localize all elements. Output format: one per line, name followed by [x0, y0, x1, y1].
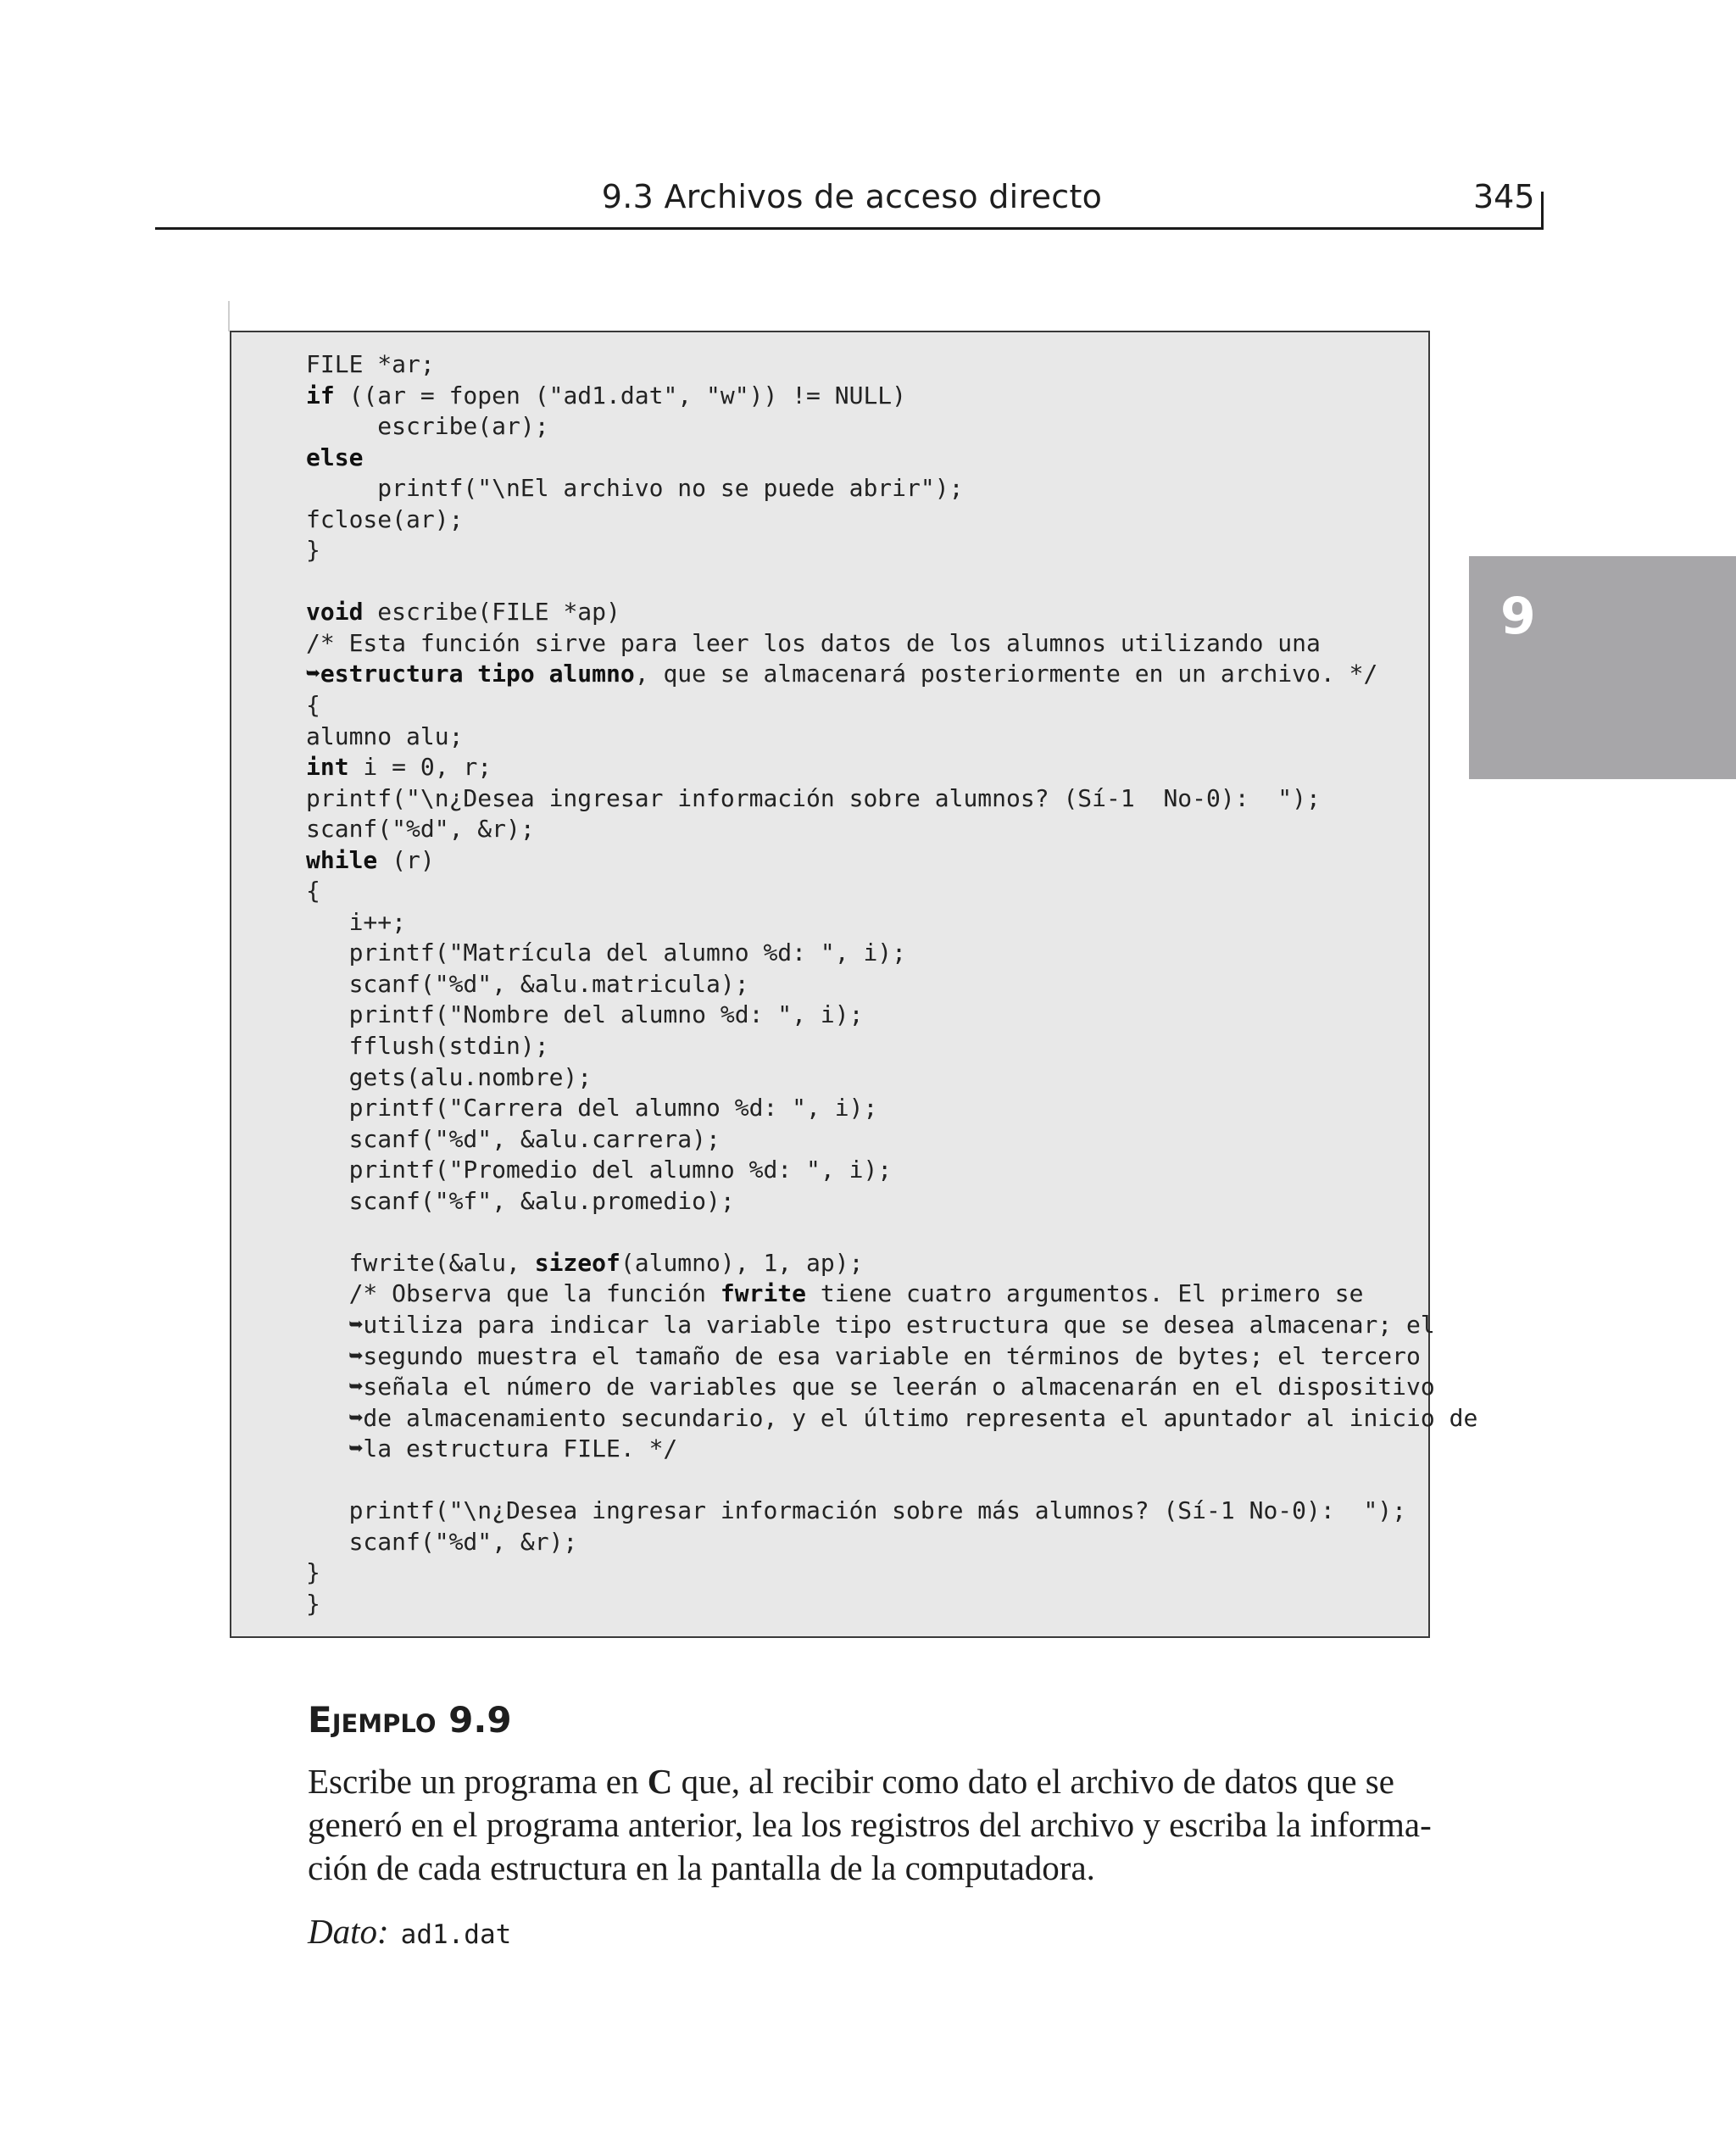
text-segment: ((ar = fopen ("ad1.dat", "w")) != NULL)	[334, 381, 907, 409]
bold-segment: if	[306, 381, 335, 409]
code-line	[306, 411, 1428, 443]
text-segment: ➥segundo muestra el tamaño de esa variable en términos de bytes; el tercero	[306, 1341, 1421, 1370]
code-line	[306, 566, 1428, 598]
code-box-top-edge	[228, 301, 230, 331]
text-segment: scanf("%d", &alu.carrera);	[306, 1124, 721, 1153]
code-line	[306, 1310, 1435, 1341]
code-line	[306, 1465, 1428, 1496]
code-listing	[230, 331, 1478, 1638]
text-segment: i++;	[306, 907, 407, 936]
dato-value: ad1.dat	[400, 1919, 512, 1950]
code-line	[306, 1589, 1428, 1620]
code-line	[306, 907, 1428, 939]
text-segment: printf("Matrícula del alumno %d: ", i);	[306, 939, 907, 967]
code-lines	[306, 349, 1478, 1619]
text-segment: }	[306, 1589, 320, 1618]
text-segment: (r)	[377, 845, 435, 874]
code-line	[306, 1434, 1428, 1465]
code-line	[306, 443, 1428, 474]
code-line	[306, 1031, 1428, 1062]
code-line	[306, 1186, 1428, 1217]
text-segment: escribe(ar);	[306, 412, 549, 441]
text-segment: generó en el programa anterior, lea los registros del archivo y escriba la informa-	[308, 1805, 1432, 1844]
page-number: 345	[1473, 178, 1535, 215]
code-line	[306, 721, 1428, 753]
code-line	[306, 1341, 1428, 1373]
code-line	[306, 1155, 1428, 1186]
code-line	[306, 1093, 1428, 1124]
text-segment: (alumno), 1, ap);	[620, 1248, 864, 1277]
text-segment: printf("Carrera del alumno %d: ", i);	[306, 1094, 878, 1123]
text-segment: tiene cuatro argumentos. El primero se	[806, 1279, 1364, 1308]
text-segment: printf("\n¿Desea ingresar información sobre más alumnos? (Sí-1 No-0): ");	[306, 1496, 1407, 1525]
code-line	[306, 1279, 1428, 1310]
bold-segment: fwrite	[720, 1279, 807, 1308]
header-rule-tick	[1541, 192, 1544, 230]
text-segment: que, al recibir como dato el archivo de datos que se	[672, 1762, 1394, 1801]
example-paragraph	[308, 1760, 1432, 1890]
text-segment: ➥utiliza para indicar la variable tipo estructura que se desea almacenar; el	[306, 1310, 1435, 1339]
text-segment: gets(alu.nombre);	[306, 1062, 593, 1091]
code-line	[306, 1217, 1428, 1248]
code-line	[306, 1496, 1428, 1527]
code-line	[306, 752, 1428, 783]
text-segment: fflush(stdin);	[306, 1032, 549, 1061]
text-segment: FILE *ar;	[306, 350, 435, 378]
code-line	[306, 783, 1428, 815]
code-line	[306, 938, 1428, 969]
bold-segment: while	[306, 845, 378, 874]
code-line	[306, 628, 1428, 660]
code-line	[306, 597, 1428, 628]
text-segment: {	[306, 877, 320, 905]
code-line	[306, 876, 1428, 907]
text-segment: ➥de almacenamiento secundario, y el último representa el apuntador al inicio de	[306, 1403, 1478, 1432]
code-line	[306, 969, 1428, 1000]
text-segment: scanf("%f", &alu.promedio);	[306, 1186, 735, 1215]
dato-label: Dato:	[308, 1912, 389, 1951]
text-segment: i = 0, r;	[348, 753, 492, 782]
text-segment: }	[306, 536, 320, 565]
text-segment: scanf("%d", &r);	[306, 815, 535, 844]
section-title: 9.3 Archivos de acceso directo	[601, 178, 1103, 215]
code-line	[306, 349, 1428, 381]
code-line	[306, 1000, 1428, 1031]
text-segment: {	[306, 691, 320, 720]
text-segment: ➥la estructura FILE. */	[306, 1435, 678, 1463]
code-line	[306, 504, 1428, 536]
chapter-tab-number: 9	[1500, 587, 1536, 646]
paragraph-line	[308, 1803, 1432, 1847]
code-line	[306, 1527, 1428, 1558]
text-segment: /* Observa que la función	[306, 1279, 721, 1308]
paragraph-line	[308, 1760, 1427, 1803]
text-segment: printf("\nEl archivo no se puede abrir");	[306, 474, 964, 503]
code-line	[306, 381, 1428, 412]
example-heading	[308, 1699, 512, 1741]
code-line	[306, 1124, 1428, 1156]
text-segment: scanf("%d", &r);	[306, 1527, 578, 1556]
text-segment: /* Esta función sirve para leer los datos de los alumnos utilizando una	[306, 628, 1321, 657]
bold-segment: else	[306, 443, 364, 471]
code-line	[306, 1403, 1478, 1435]
code-line	[306, 1557, 1428, 1589]
example-label: Ejemplo	[308, 1699, 437, 1741]
code-line	[306, 535, 1428, 566]
bold-segment: sizeof	[534, 1248, 620, 1277]
text-segment: ➥señala el número de variables que se leerán o almacenarán en el dispositivo	[306, 1373, 1435, 1401]
text-segment: printf("Nombre del alumno %d: ", i);	[306, 1000, 864, 1029]
dato-line	[308, 1911, 511, 1952]
text-segment: }	[306, 1558, 320, 1587]
example-number: 9.9	[448, 1699, 512, 1741]
text-segment: Escribe un programa en	[308, 1762, 648, 1801]
code-line	[306, 814, 1428, 845]
bold-segment: void	[306, 598, 364, 627]
code-line	[306, 659, 1428, 690]
bold-segment: int	[306, 753, 349, 782]
text-segment: printf("Promedio del alumno %d: ", i);	[306, 1156, 893, 1184]
code-line	[306, 1062, 1428, 1094]
text-segment: escribe(FILE *ap)	[363, 598, 620, 627]
text-segment: fclose(ar);	[306, 504, 464, 533]
paragraph-line	[308, 1847, 1427, 1890]
text-segment: scanf("%d", &alu.matricula);	[306, 969, 749, 998]
text-segment: ción de cada estructura en la pantalla de la computadora.	[308, 1848, 1095, 1887]
code-line	[306, 1372, 1435, 1403]
code-line	[306, 1248, 1428, 1279]
text-segment: printf("\n¿Desea ingresar información sobre alumnos? (Sí-1 No-0): ");	[306, 783, 1321, 812]
code-line	[306, 845, 1428, 877]
code-line	[306, 473, 1428, 504]
bold-segment: ➥estructura tipo alumno	[306, 660, 635, 688]
bold-segment: C	[647, 1762, 673, 1801]
header-rule	[155, 227, 1543, 230]
code-line	[306, 690, 1428, 721]
text-segment: fwrite(&alu,	[306, 1248, 535, 1277]
text-segment: alumno alu;	[306, 721, 464, 750]
text-segment: , que se almacenará posteriormente en un archivo. */	[634, 660, 1378, 688]
